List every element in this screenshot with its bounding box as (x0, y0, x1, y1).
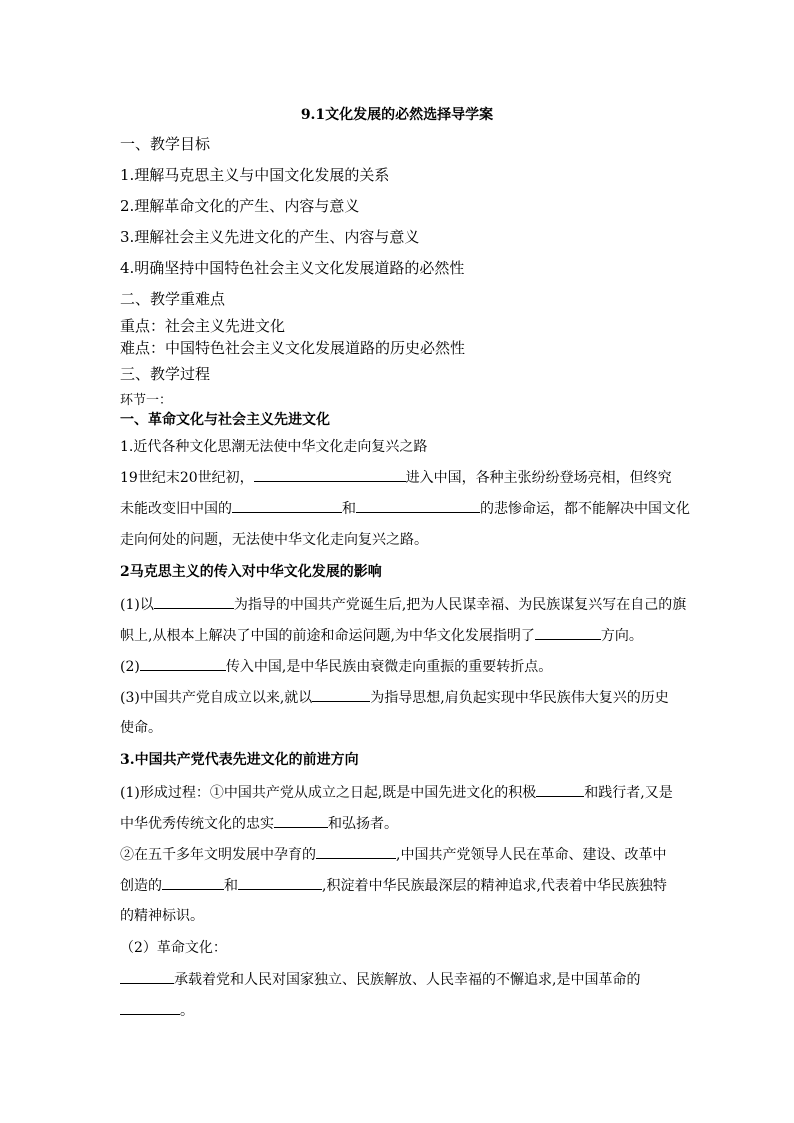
fill-blank[interactable] (316, 844, 396, 859)
goal-item: 2.理解革命文化的产生、内容与意义 (120, 197, 360, 215)
fill-blank[interactable] (238, 875, 322, 890)
document-title: 9.1文化发展的必然选择导学案 (300, 107, 494, 123)
q1-line-3: 走向何处的问题，无法使中华文化走向复兴之路。 (120, 532, 428, 548)
fill-blank[interactable] (120, 1000, 180, 1015)
q1-line-1: 19世纪末20世纪初， 进入中国，各种主张纷纷登场亮相，但终究 (120, 467, 672, 488)
part-heading: 一、革命文化与社会主义先进文化 (120, 412, 330, 428)
q2-p1-line-1: (1)以 为指导的中国共产党诞生后,把为人民谋幸福、为民族谋复兴写在自己的旗 (120, 594, 686, 615)
fill-blank[interactable] (162, 875, 224, 890)
fill-blank[interactable] (254, 467, 406, 482)
q1-line-2: 未能改变旧中国的 和 的悲惨命运，都不能解决中国文化 (120, 498, 690, 519)
fill-blank[interactable] (140, 656, 226, 671)
q2-p3-line-1: (3)中国共产党自成立以来,就以 为指导思想,肩负起实现中华民族伟大复兴的历史 (120, 687, 669, 708)
q3-p2-line-2: 创造的 和 ,积淀着中华民族最深层的精神追求,代表着中华民族独特 (120, 875, 667, 896)
goal-item: 1.理解马克思主义与中国文化发展的关系 (120, 166, 390, 184)
q3-p2-line-1: ②在五千多年文明发展中孕育的 ,中国共产党领导人民在革命、建设、改革中 (120, 844, 666, 865)
fill-blank[interactable] (232, 498, 342, 513)
fill-blank[interactable] (535, 625, 601, 640)
q1-heading: 1.近代各种文化思潮无法使中华文化走向复兴之路 (120, 439, 428, 455)
difficult-point: 难点：中国特色社会主义文化发展道路的历史必然性 (120, 339, 466, 357)
fill-blank[interactable] (312, 687, 370, 702)
q3-p2-line-3: 的精神标识。 (120, 908, 204, 924)
q2-heading: 2马克思主义的传入对中华文化发展的影响 (120, 564, 382, 580)
fill-blank[interactable] (536, 782, 584, 797)
revolutionary-culture-line-2: 。 (120, 1000, 194, 1021)
fill-blank[interactable] (356, 498, 480, 513)
fill-blank[interactable] (120, 969, 174, 984)
revolutionary-culture-heading: （2）革命文化： (120, 940, 227, 956)
q2-p1-line-2: 帜上,从根本上解决了中国的前途和命运问题,为中华文化发展指明了 方向。 (120, 625, 643, 646)
goal-item: 4.明确坚持中国特色社会主义文化发展道路的必然性 (120, 259, 465, 277)
q2-p2: (2) 传入中国,是中华民族由衰微走向重振的重要转折点。 (120, 656, 552, 677)
q3-p1-line-2: 中华优秀传统文化的忠实 和弘扬者。 (120, 813, 398, 834)
goal-item: 3.理解社会主义先进文化的产生、内容与意义 (120, 228, 420, 246)
q2-p3-line-2: 使命。 (120, 720, 162, 736)
fill-blank[interactable] (274, 813, 328, 828)
section-heading-process: 三、教学过程 (120, 365, 211, 383)
section-heading-key-points: 二、教学重难点 (120, 290, 226, 308)
revolutionary-culture-line-1: 承载着党和人民对国家独立、民族解放、人民幸福的不懈追求,是中国革命的 (120, 969, 640, 990)
key-point: 重点：社会主义先进文化 (120, 317, 286, 335)
fill-blank[interactable] (154, 594, 234, 609)
section-heading-goals: 一、教学目标 (120, 135, 211, 153)
link-label: 环节一： (120, 393, 173, 408)
q3-p1-line-1: (1)形成过程：①中国共产党从成立之日起,既是中国先进文化的积极 和践行者,又是 (120, 782, 673, 803)
q3-heading: 3.中国共产党代表先进文化的前进方向 (120, 752, 359, 768)
